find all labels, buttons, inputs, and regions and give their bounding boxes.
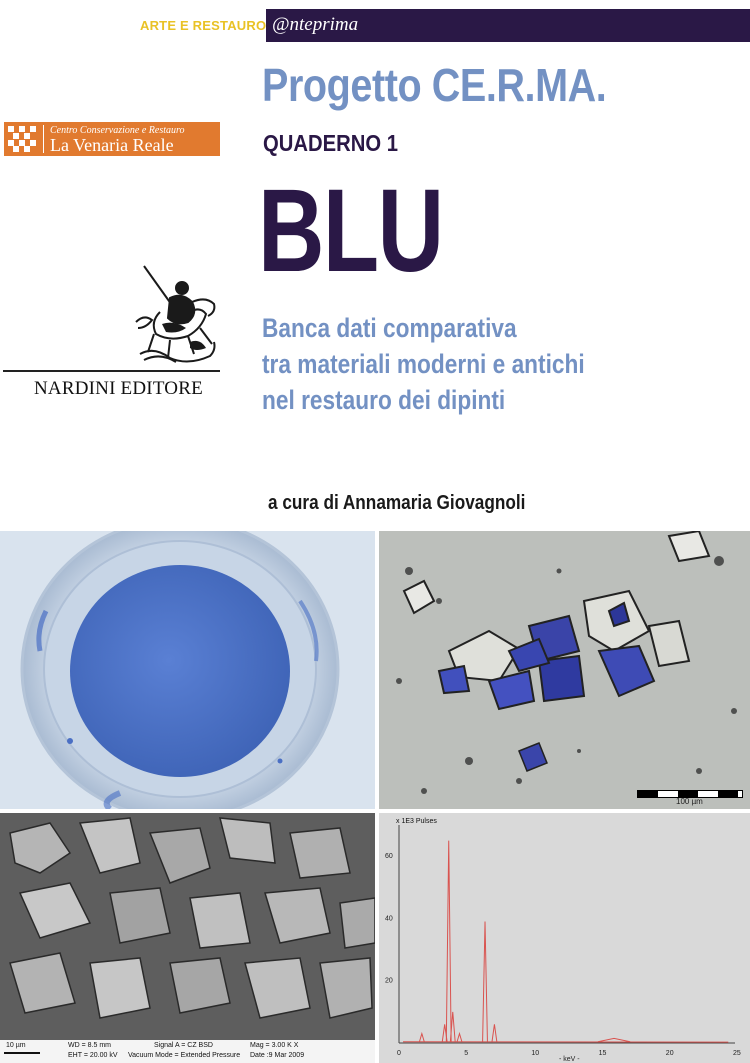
sem-date: Date :9 Mar 2009 — [250, 1052, 305, 1059]
series-label: ARTE E RESTAURO — [140, 18, 267, 33]
quaderno-label: QUADERNO 1 — [263, 130, 398, 156]
microscope-illustration — [379, 531, 750, 809]
venaria-logo — [4, 122, 220, 156]
sem-info-bar — [0, 1040, 375, 1063]
y-tick-label: 40 — [385, 915, 393, 923]
sem-mag: Mag = 3.00 K X — [250, 1042, 299, 1049]
subtitle — [262, 310, 585, 418]
microscope-scale-label: 100 µm — [676, 797, 703, 806]
sem-eht: EHT = 20.00 kV — [68, 1052, 118, 1059]
saint-george-emblem-icon — [130, 262, 222, 368]
dot-grid-icon — [7, 125, 37, 153]
y-tick-label: 20 — [385, 977, 393, 985]
anteprima-label: @nteprima — [272, 14, 359, 35]
x-axis-label: - keV - — [559, 1056, 580, 1063]
x-tick-label: 0 — [397, 1050, 401, 1057]
x-tick-label: 25 — [733, 1050, 741, 1057]
y-tick-label: 60 — [385, 853, 393, 861]
sem-illustration — [0, 813, 375, 1040]
microscope-photo — [379, 531, 750, 809]
logo-small-text: Centro Conservazione e Restauro — [50, 125, 185, 136]
x-tick-label: 5 — [464, 1050, 469, 1057]
publisher-name: NARDINI EDITORE — [34, 378, 203, 399]
spectrum-title: x 1E3 Pulses — [396, 818, 437, 825]
sem-photo — [0, 813, 375, 1063]
project-title: Progetto CE.R.MA. — [262, 59, 607, 111]
sem-vacuum: Vacuum Mode = Extended Pressure — [128, 1052, 241, 1059]
logo-divider — [43, 125, 44, 153]
sem-wd: WD = 8.5 mm — [68, 1042, 111, 1049]
x-tick-label: 15 — [598, 1050, 607, 1057]
subtitle-line-1: Banca dati comparativa — [262, 313, 517, 343]
main-title: BLU — [258, 165, 443, 297]
pigment-dish-photo — [0, 531, 375, 809]
subtitle-line-3: nel restauro dei dipinti — [262, 385, 506, 415]
x-tick-label: 20 — [665, 1050, 674, 1057]
curator-credit: a cura di Annamaria Giovagnoli — [268, 492, 526, 514]
sem-scale-bar — [4, 1052, 40, 1054]
sem-scale-label: 10 µm — [6, 1042, 26, 1049]
header-bar — [266, 9, 750, 42]
spectrum-panel — [379, 813, 750, 1063]
sem-signal: Signal A = CZ BSD — [154, 1042, 213, 1049]
subtitle-line-2: tra materiali moderni e antichi — [262, 349, 585, 379]
pigment-dish-illustration — [0, 531, 375, 809]
publisher-rule — [3, 370, 220, 372]
x-tick-label: 10 — [531, 1050, 540, 1057]
logo-big-text: La Venaria Reale — [50, 135, 174, 155]
spectrum-chart — [379, 813, 750, 1063]
